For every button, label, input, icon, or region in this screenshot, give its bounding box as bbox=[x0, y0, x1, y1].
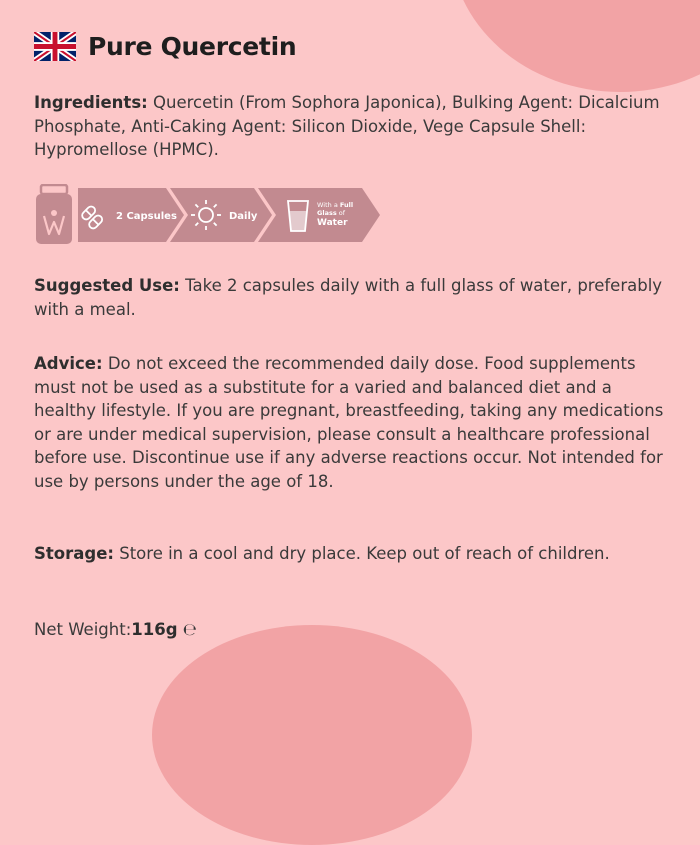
step-capsules-label: 2 Capsules bbox=[116, 211, 177, 222]
ingredients-section bbox=[34, 91, 664, 162]
advice-label: Advice: bbox=[34, 354, 103, 373]
step-water-full: Full bbox=[339, 201, 354, 209]
net-weight-value: 116g bbox=[131, 620, 178, 639]
step-daily-label: Daily bbox=[229, 211, 258, 222]
step-water-line3: Water bbox=[317, 218, 348, 228]
decorative-circle-bottom bbox=[152, 625, 472, 845]
usage-steps bbox=[34, 184, 384, 246]
storage-text: Store in a cool and dry place. Keep out of reach of children. bbox=[119, 544, 610, 563]
decorative-circle-top bbox=[450, 0, 700, 92]
storage-section bbox=[34, 542, 664, 566]
step-water-glass: Glass bbox=[317, 209, 337, 217]
product-title: Pure Quercetin bbox=[88, 32, 297, 61]
suggested-use-label: Suggested Use: bbox=[34, 276, 180, 295]
net-weight-section bbox=[34, 618, 664, 642]
supplement-jar-icon bbox=[36, 185, 72, 244]
ingredients-label: Ingredients: bbox=[34, 93, 148, 112]
ingredients-text: Quercetin (From Sophora Japonica), Bulking Agent: Dicalcium Phosphate, Anti-Caking Agent: Silicon Dioxide, Vege Capsule Shell: Hypromellose (HPMC). bbox=[34, 93, 660, 159]
step-water-line1: With a bbox=[317, 201, 338, 209]
suggested-use-section bbox=[34, 274, 664, 321]
advice-section bbox=[34, 352, 664, 493]
suggested-use-text: Take 2 capsules daily with a full glass of water, preferably with a meal. bbox=[34, 276, 663, 319]
step-water-of: of bbox=[338, 209, 346, 217]
header bbox=[34, 32, 296, 61]
estimated-sign-icon: ℮ bbox=[182, 620, 197, 639]
uk-flag-icon bbox=[34, 32, 76, 61]
advice-text: Do not exceed the recommended daily dose. Food supplements must not be used as a substitute for a varied and balanced diet and a healthy lifestyle. If you are pregnant, breastfeeding, taking any medications or are under medical supervision, please consult a healthcare professional before use. Discontinue use if any adverse reactions occur. Not intended for use by persons under the age of 18. bbox=[34, 354, 664, 491]
net-weight-label: Net Weight: bbox=[34, 620, 132, 639]
storage-label: Storage: bbox=[34, 544, 114, 563]
